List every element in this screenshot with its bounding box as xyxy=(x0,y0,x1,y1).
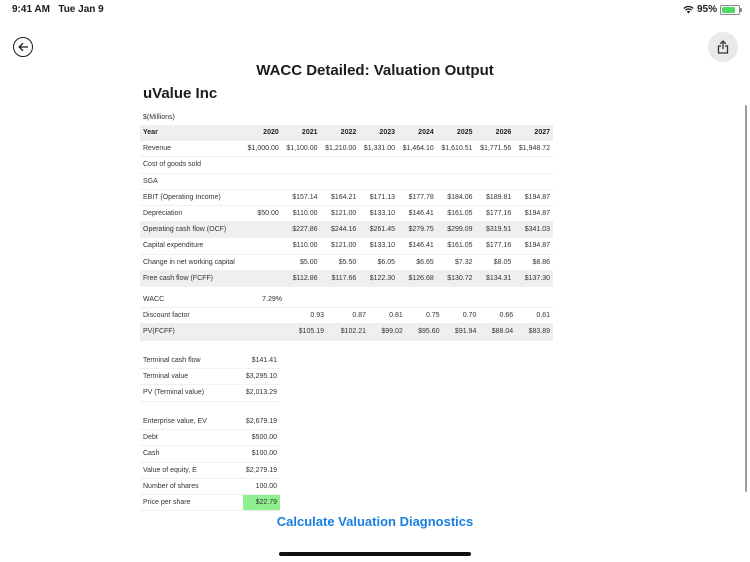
cell: $110.00 xyxy=(282,205,321,221)
status-bar xyxy=(0,0,750,20)
back-arrow-icon xyxy=(18,42,29,52)
cell: 0.81 xyxy=(369,308,406,324)
cell: $110.00 xyxy=(282,238,321,254)
cell: $1,100.00 xyxy=(282,141,321,157)
table-row-pv-fcff xyxy=(140,324,553,340)
cell xyxy=(437,157,476,173)
status-time xyxy=(12,4,104,15)
cell xyxy=(243,324,285,340)
cell: 0.66 xyxy=(479,308,516,324)
cell: $2,679.19 xyxy=(243,414,280,430)
cell: $261.45 xyxy=(359,222,398,238)
cell: $189.81 xyxy=(476,189,515,205)
column-header: Year xyxy=(140,125,243,141)
row-label: WACC xyxy=(140,292,243,308)
row-label: PV (Terminal value) xyxy=(140,385,243,401)
cell xyxy=(398,173,437,189)
cell xyxy=(516,292,553,308)
cell xyxy=(321,157,360,173)
cell: 100.00 xyxy=(243,478,280,494)
cell: $2,013.29 xyxy=(243,385,280,401)
table-row-price-per-share xyxy=(140,494,280,510)
cell: 0.75 xyxy=(406,308,443,324)
table-row-debt xyxy=(140,430,280,446)
row-label: Revenue xyxy=(140,141,243,157)
cell xyxy=(243,157,282,173)
cash-flow-table xyxy=(140,125,553,287)
table-row-cogs xyxy=(140,157,553,173)
vertical-scrollbar[interactable] xyxy=(745,105,747,492)
home-indicator[interactable] xyxy=(279,552,471,556)
cell: $137.30 xyxy=(514,270,553,286)
price-per-share-value: $22.79 xyxy=(243,494,280,510)
cell: $1,464.10 xyxy=(398,141,437,157)
row-label: Capital expenditure xyxy=(140,238,243,254)
cell: $100.00 xyxy=(243,446,280,462)
cell: $341.03 xyxy=(514,222,553,238)
column-header: 2026 xyxy=(476,125,515,141)
cell xyxy=(327,292,369,308)
column-header: 2027 xyxy=(514,125,553,141)
column-header: 2023 xyxy=(359,125,398,141)
row-label: SGA xyxy=(140,173,243,189)
terminal-value-table xyxy=(140,353,280,402)
cell: $146.41 xyxy=(398,205,437,221)
cell: $133.10 xyxy=(359,205,398,221)
cell: $279.75 xyxy=(398,222,437,238)
cell: $3,295.10 xyxy=(243,369,280,385)
cell: $7.32 xyxy=(437,254,476,270)
cell: $122.30 xyxy=(359,270,398,286)
cell: $88.04 xyxy=(479,324,516,340)
battery-icon xyxy=(720,5,740,15)
row-label: Number of shares xyxy=(140,478,243,494)
table-row-enterprise-value xyxy=(140,414,280,430)
table-row-pv-terminal-value xyxy=(140,385,280,401)
column-header: 2025 xyxy=(437,125,476,141)
cell xyxy=(479,292,516,308)
table-row-sga xyxy=(140,173,553,189)
table-row-revenue xyxy=(140,141,553,157)
cell: 0.93 xyxy=(285,308,327,324)
cell: $105.19 xyxy=(285,324,327,340)
cell xyxy=(243,254,282,270)
cell: $164.21 xyxy=(321,189,360,205)
row-label: Debt xyxy=(140,430,243,446)
row-label: Enterprise value, EV xyxy=(140,414,243,430)
column-header: 2020 xyxy=(243,125,282,141)
cell: $102.21 xyxy=(327,324,369,340)
share-button[interactable] xyxy=(708,32,738,62)
back-button[interactable] xyxy=(13,37,33,57)
wifi-icon xyxy=(683,5,694,14)
row-label: Value of equity, E xyxy=(140,462,243,478)
table-row-cash xyxy=(140,446,280,462)
table-row-ebit xyxy=(140,189,553,205)
cell xyxy=(243,173,282,189)
cell xyxy=(282,157,321,173)
cell: $5.00 xyxy=(282,254,321,270)
cell: $83.89 xyxy=(516,324,553,340)
equity-value-table xyxy=(140,414,280,511)
cell: $112.86 xyxy=(282,270,321,286)
cell: $8.05 xyxy=(476,254,515,270)
cell: 0.61 xyxy=(516,308,553,324)
row-label: Terminal cash flow xyxy=(140,353,243,369)
page-title: WACC Detailed: Valuation Output xyxy=(256,62,494,79)
cell xyxy=(243,222,282,238)
cell: $130.72 xyxy=(437,270,476,286)
date-text: Tue Jan 9 xyxy=(58,4,104,15)
units-label: $(Millions) xyxy=(143,114,175,121)
cell xyxy=(476,157,515,173)
row-label: Price per share xyxy=(140,494,243,510)
cell: $6.65 xyxy=(398,254,437,270)
cell xyxy=(514,157,553,173)
cell: 0.87 xyxy=(327,308,369,324)
cell xyxy=(443,292,480,308)
year-header-row xyxy=(140,125,553,141)
cell xyxy=(243,189,282,205)
cell: $1,610.51 xyxy=(437,141,476,157)
column-header: 2022 xyxy=(321,125,360,141)
row-label: Depreciation xyxy=(140,205,243,221)
cell xyxy=(285,292,327,308)
cell xyxy=(243,238,282,254)
table-row-number-of-shares xyxy=(140,478,280,494)
cell: $161.05 xyxy=(437,205,476,221)
cell: $91.94 xyxy=(443,324,480,340)
cell: $184.06 xyxy=(437,189,476,205)
cell xyxy=(369,292,406,308)
cell xyxy=(437,173,476,189)
cell: $1,331.00 xyxy=(359,141,398,157)
cell: $1,948.72 xyxy=(514,141,553,157)
cell: $6.05 xyxy=(359,254,398,270)
cell: $2,279.19 xyxy=(243,462,280,478)
cell: $194.87 xyxy=(514,238,553,254)
table-row-fcff xyxy=(140,270,553,286)
cell: $141.41 xyxy=(243,353,280,369)
cell: $319.51 xyxy=(476,222,515,238)
cell xyxy=(514,173,553,189)
row-label: Change in net working capital xyxy=(140,254,243,270)
cell xyxy=(243,270,282,286)
cell: $133.10 xyxy=(359,238,398,254)
table-row-terminal-value xyxy=(140,369,280,385)
calculate-valuation-diagnostics-button[interactable]: Calculate Valuation Diagnostics xyxy=(276,514,474,529)
battery-percent: 95% xyxy=(696,4,717,15)
cell xyxy=(243,308,285,324)
column-header: 2021 xyxy=(282,125,321,141)
cell: $146.41 xyxy=(398,238,437,254)
table-row-discount-factor xyxy=(140,308,553,324)
cell xyxy=(476,173,515,189)
cell xyxy=(359,173,398,189)
row-label: Operating cash flow (OCF) xyxy=(140,222,243,238)
table-row-equity-value xyxy=(140,462,280,478)
table-row-depreciation xyxy=(140,205,553,221)
cell: $8.86 xyxy=(514,254,553,270)
cell: 0.70 xyxy=(443,308,480,324)
table-row-nwc xyxy=(140,254,553,270)
cell: $194.87 xyxy=(514,189,553,205)
cell: $1,771.56 xyxy=(476,141,515,157)
cell xyxy=(359,157,398,173)
row-label: Cash xyxy=(140,446,243,462)
column-header: 2024 xyxy=(398,125,437,141)
share-icon xyxy=(717,40,729,54)
table-row-wacc xyxy=(140,292,553,308)
cell: $500.00 xyxy=(243,430,280,446)
cell: $171.13 xyxy=(359,189,398,205)
cell: $121.00 xyxy=(321,238,360,254)
table-row-terminal-cash-flow xyxy=(140,353,280,369)
cell: $177.16 xyxy=(476,238,515,254)
cell: $227.86 xyxy=(282,222,321,238)
cell: $1,210.00 xyxy=(321,141,360,157)
cell: $194.87 xyxy=(514,205,553,221)
cell: $244.16 xyxy=(321,222,360,238)
cell xyxy=(406,292,443,308)
table-row-capex xyxy=(140,238,553,254)
cell: $95.60 xyxy=(406,324,443,340)
cell: $177.78 xyxy=(398,189,437,205)
time-text: 9:41 AM xyxy=(12,4,50,15)
cell: $126.68 xyxy=(398,270,437,286)
cell: $134.31 xyxy=(476,270,515,286)
company-name: uValue Inc xyxy=(143,85,218,102)
row-label: Free cash flow (FCFF) xyxy=(140,270,243,286)
cell xyxy=(282,173,321,189)
row-label: PV(FCFF) xyxy=(140,324,243,340)
row-label: Cost of goods sold xyxy=(140,157,243,173)
cell: $117.66 xyxy=(321,270,360,286)
cell: $299.09 xyxy=(437,222,476,238)
cell: $121.00 xyxy=(321,205,360,221)
cell xyxy=(321,173,360,189)
cell: $161.05 xyxy=(437,238,476,254)
cell: $99.02 xyxy=(369,324,406,340)
cell: $5.50 xyxy=(321,254,360,270)
cell: $50.00 xyxy=(243,205,282,221)
cell: $177.16 xyxy=(476,205,515,221)
table-row-ocf xyxy=(140,222,553,238)
cell: $157.14 xyxy=(282,189,321,205)
cell: 7.29% xyxy=(243,292,285,308)
cell: $1,000.00 xyxy=(243,141,282,157)
row-label: Discount factor xyxy=(140,308,243,324)
row-label: EBIT (Operating Income) xyxy=(140,189,243,205)
discount-table xyxy=(140,292,553,341)
status-indicators xyxy=(683,4,740,15)
cell xyxy=(398,157,437,173)
row-label: Terminal value xyxy=(140,369,243,385)
